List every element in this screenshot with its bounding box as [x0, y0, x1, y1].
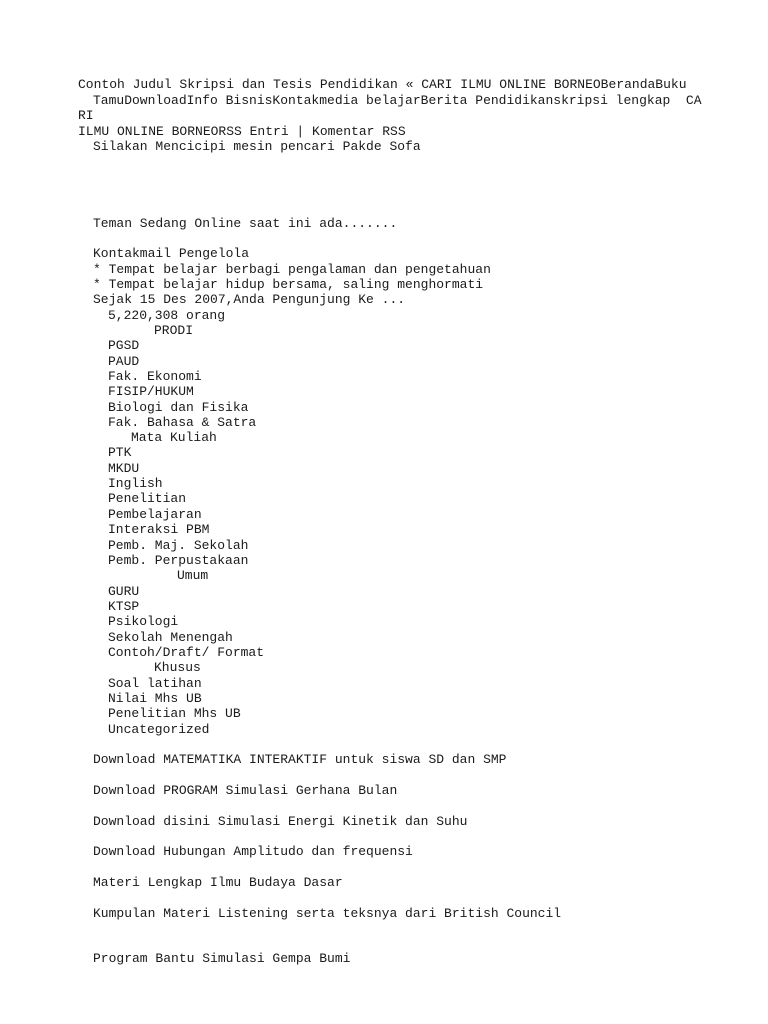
resource-link[interactable]: Download MATEMATIKA INTERAKTIF untuk siswa SD dan SMP [93, 752, 507, 767]
category-heading: Umum [177, 568, 209, 583]
category-link[interactable]: Contoh/Draft/ Format [108, 645, 265, 660]
category-link[interactable]: Pemb. Perpustakaan [108, 553, 249, 568]
category-link[interactable]: Penelitian [108, 491, 187, 506]
category-link[interactable]: FISIP/HUKUM [108, 384, 194, 399]
visitor-since: Sejak 15 Des 2007,Anda Pengunjung Ke ... [93, 292, 406, 307]
resource-link[interactable]: Kumpulan Materi Listening serta teksnya dari British Council [93, 906, 562, 921]
rss-line: ILMU ONLINE BORNEORSS Entri | Komentar RSS [78, 124, 406, 139]
category-link[interactable]: Nilai Mhs UB [108, 691, 202, 706]
visitor-count: 5,220,308 orang [108, 308, 226, 323]
online-status: Teman Sedang Online saat ini ada....... [93, 216, 398, 231]
category-link[interactable]: Psikologi [108, 614, 179, 629]
category-link[interactable]: Uncategorized [108, 722, 210, 737]
nav-menu-text-wrap: RI [78, 108, 94, 123]
category-link[interactable]: Inglish [108, 476, 163, 491]
category-link[interactable]: PTK [108, 445, 132, 460]
category-link[interactable]: PAUD [108, 354, 140, 369]
category-link[interactable]: Pembelajaran [108, 507, 202, 522]
resource-link[interactable]: Materi Lengkap Ilmu Budaya Dasar [93, 875, 343, 890]
contact-title: Kontakmail Pengelola [93, 246, 250, 261]
category-link[interactable]: Sekolah Menengah [108, 630, 233, 645]
category-link[interactable]: Penelitian Mhs UB [108, 706, 241, 721]
motto-bullet: * Tempat belajar berbagi pengalaman dan pengetahuan [93, 262, 491, 277]
category-link[interactable]: Interaksi PBM [108, 522, 210, 537]
motto-bullet: * Tempat belajar hidup bersama, saling menghormati [93, 277, 484, 292]
category-link[interactable]: Pemb. Maj. Sekolah [108, 538, 249, 553]
category-link[interactable]: GURU [108, 584, 140, 599]
category-heading: PRODI [154, 323, 194, 338]
category-heading: Khusus [154, 660, 201, 675]
category-link[interactable]: Fak. Ekonomi [108, 369, 202, 384]
nav-menu-text: TamuDownloadInfo BisnisKontakmedia belajarBerita Pendidikanskripsi lengkap CA [93, 93, 702, 108]
page-header-title: Contoh Judul Skripsi dan Tesis Pendidikan « CARI ILMU ONLINE BORNEOBerandaBuku [78, 77, 687, 92]
resource-link[interactable]: Download Hubungan Amplitudo dan frequensi [93, 844, 413, 859]
category-link[interactable]: Fak. Bahasa & Satra [108, 415, 257, 430]
resource-link[interactable]: Program Bantu Simulasi Gempa Bumi [93, 951, 351, 966]
resource-link[interactable]: Download PROGRAM Simulasi Gerhana Bulan [93, 783, 398, 798]
category-heading: Mata Kuliah [131, 430, 217, 445]
category-link[interactable]: MKDU [108, 461, 140, 476]
category-link[interactable]: PGSD [108, 338, 140, 353]
category-link[interactable]: KTSP [108, 599, 140, 614]
category-link[interactable]: Soal latihan [108, 676, 202, 691]
resource-link[interactable]: Download disini Simulasi Energi Kinetik dan Suhu [93, 814, 468, 829]
category-link[interactable]: Biologi dan Fisika [108, 400, 249, 415]
search-tagline: Silakan Mencicipi mesin pencari Pakde Sofa [93, 139, 421, 154]
